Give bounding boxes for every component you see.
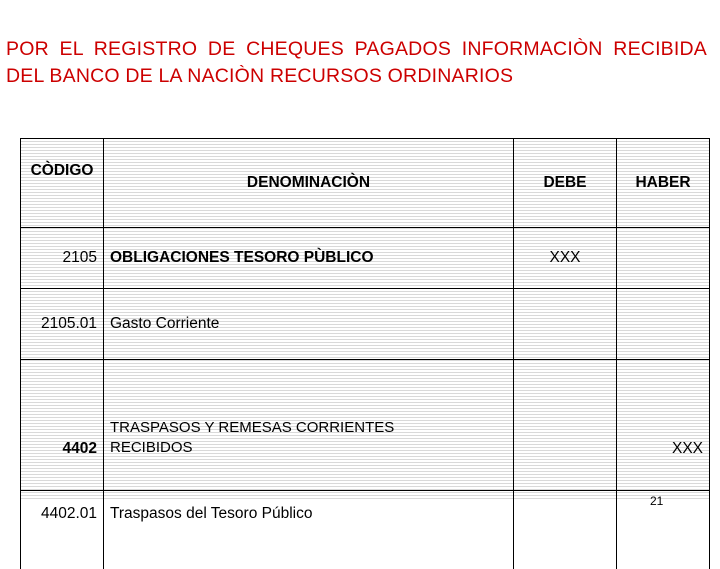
row-name: OBLIGACIONES TESORO PÙBLICO bbox=[104, 228, 514, 289]
table-row bbox=[21, 228, 710, 289]
row-name: Traspasos del Tesoro Público bbox=[104, 491, 514, 569]
row-debit bbox=[514, 289, 617, 360]
table-row bbox=[21, 289, 710, 360]
header-debit: DEBE bbox=[514, 139, 617, 228]
row-code: 4402.01 bbox=[21, 491, 104, 569]
row-credit bbox=[617, 228, 710, 289]
row-name: Gasto Corriente bbox=[104, 289, 514, 360]
page-title: POR EL REGISTRO DE CHEQUES PAGADOS INFORMACIÒN RECIBIDA DEL BANCO DE LA NACIÒN RECURSOS ORDINARIOS bbox=[6, 36, 707, 90]
header-code: CÒDIGO bbox=[21, 139, 104, 228]
row-code: 2105 bbox=[21, 228, 104, 289]
row-debit bbox=[514, 360, 617, 491]
row-debit bbox=[514, 491, 617, 569]
row-credit: XXX bbox=[617, 360, 710, 491]
header-credit: HABER bbox=[617, 139, 710, 228]
row-name: TRASPASOS Y REMESAS CORRIENTES RECIBIDOS bbox=[104, 360, 514, 491]
row-code: 4402 bbox=[21, 360, 104, 491]
table-header-row bbox=[21, 139, 710, 228]
row-code: 2105.01 bbox=[21, 289, 104, 360]
row-credit bbox=[617, 289, 710, 360]
header-name: DENOMINACIÒN bbox=[104, 139, 514, 228]
row-debit: XXX bbox=[514, 228, 617, 289]
table-row bbox=[21, 360, 710, 491]
page-number: 21 bbox=[650, 494, 663, 508]
table-row bbox=[21, 491, 710, 569]
ledger-table bbox=[20, 138, 710, 569]
